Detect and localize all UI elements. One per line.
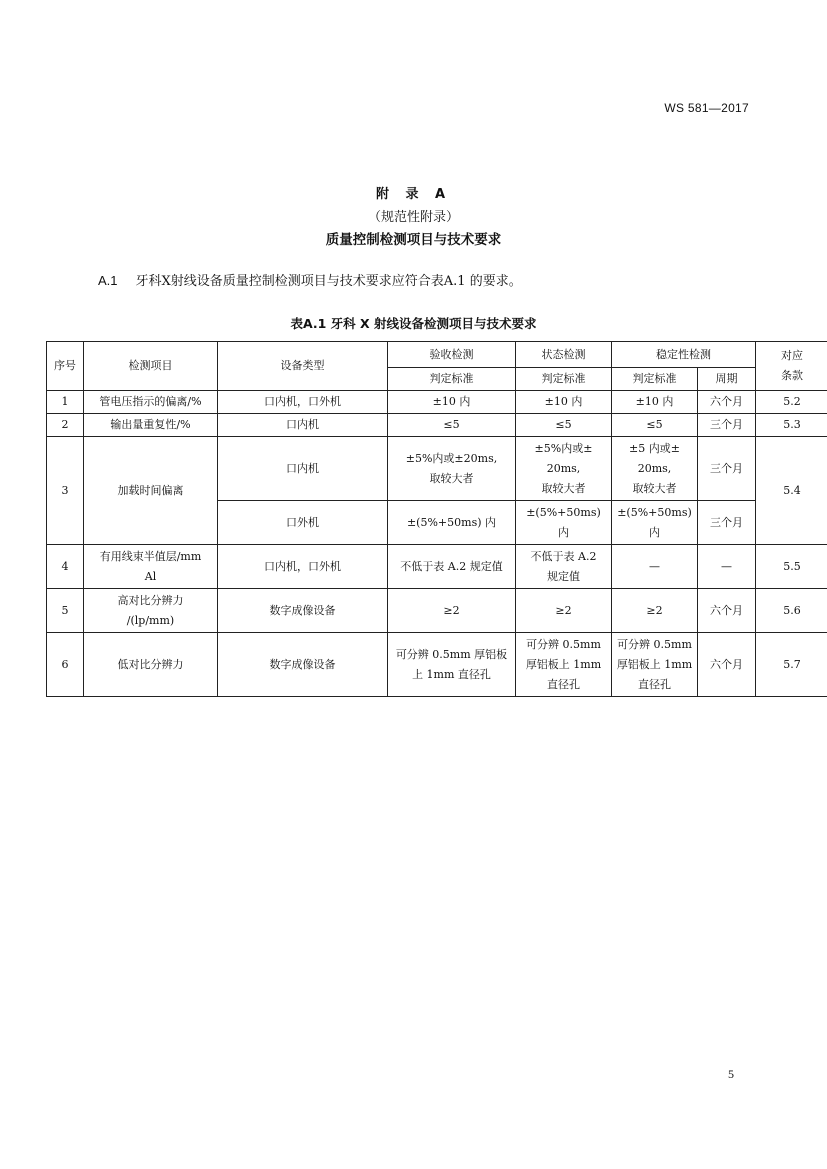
cell-status: ≥2 [516, 589, 612, 633]
cell-acceptance: ±10 内 [388, 391, 516, 414]
clause-a1 [98, 270, 522, 289]
cell-seq: 2 [47, 414, 84, 437]
cell-status: ±5%内或± 20ms, 取较大者 [516, 437, 612, 501]
clause-number: A.1 [98, 273, 118, 288]
cell-period: 三个月 [698, 501, 756, 545]
header-acceptance: 验收检测 [388, 342, 516, 368]
annex-subtitle: 质量控制检测项目与技术要求 [325, 232, 502, 248]
cell-stability: ±5 内或± 20ms, 取较大者 [612, 437, 698, 501]
header-status: 状态检测 [516, 342, 612, 368]
cell-clause: 5.4 [756, 437, 827, 545]
cell-acceptance: 可分辨 0.5mm 厚铝板 上 1mm 直径孔 [388, 633, 516, 697]
cell-clause: 5.6 [756, 589, 827, 633]
cell-period: 六个月 [698, 633, 756, 697]
cell-equipment: 数字成像设备 [218, 633, 388, 697]
clause-text: 牙科X射线设备质量控制检测项目与技术要求应符合表A.1 的要求。 [135, 274, 522, 289]
cell-seq: 6 [47, 633, 84, 697]
cell-item: 低对比分辨力 [84, 633, 218, 697]
cell-period: 六个月 [698, 589, 756, 633]
annex-type: （规范性附录） [367, 210, 459, 225]
cell-status: ±10 内 [516, 391, 612, 414]
cell-acceptance: ≤5 [388, 414, 516, 437]
cell-clause: 5.3 [756, 414, 827, 437]
cell-item: 有用线束半值层/mm Al [84, 545, 218, 589]
table-row [47, 437, 827, 501]
cell-status: 不低于表 A.2 规定值 [516, 545, 612, 589]
cell-item: 管电压指示的偏离/% [84, 391, 218, 414]
cell-stability: — [612, 545, 698, 589]
table-row [47, 633, 827, 697]
cell-clause: 5.7 [756, 633, 827, 697]
cell-item: 高对比分辨力 /(lp/mm) [84, 589, 218, 633]
cell-period: 三个月 [698, 437, 756, 501]
cell-seq: 1 [47, 391, 84, 414]
cell-equipment: 口内机，口外机 [218, 391, 388, 414]
header-stability-criterion: 判定标准 [612, 368, 698, 391]
cell-seq: 5 [47, 589, 84, 633]
cell-equipment: 口内机 [218, 437, 388, 501]
header-acceptance-criterion: 判定标准 [388, 368, 516, 391]
cell-acceptance: ±(5%+50ms) 内 [388, 501, 516, 545]
cell-stability: ±10 内 [612, 391, 698, 414]
cell-status: ≤5 [516, 414, 612, 437]
annex-title: 附 录 A [375, 187, 452, 202]
cell-item: 加载时间偏离 [84, 437, 218, 545]
cell-acceptance: 不低于表 A.2 规定值 [388, 545, 516, 589]
table-row [47, 391, 827, 414]
standard-code: WS 581—2017 [664, 101, 749, 115]
cell-acceptance: ≥2 [388, 589, 516, 633]
header-equipment: 设备类型 [218, 342, 388, 391]
cell-equipment: 数字成像设备 [218, 589, 388, 633]
cell-clause: 5.5 [756, 545, 827, 589]
table-row [47, 545, 827, 589]
cell-acceptance: ±5%内或±20ms, 取较大者 [388, 437, 516, 501]
cell-equipment: 口内机，口外机 [218, 545, 388, 589]
table-caption: 表A.1 牙科 X 射线设备检测项目与技术要求 [290, 316, 537, 331]
cell-status: ±(5%+50ms) 内 [516, 501, 612, 545]
cell-stability: 可分辨 0.5mm 厚铝板上 1mm 直径孔 [612, 633, 698, 697]
table-row [47, 589, 827, 633]
cell-stability: ≤5 [612, 414, 698, 437]
cell-equipment: 口内机 [218, 414, 388, 437]
header-seq: 序号 [47, 342, 84, 391]
cell-seq: 4 [47, 545, 84, 589]
cell-equipment: 口外机 [218, 501, 388, 545]
header-period: 周期 [698, 368, 756, 391]
header-clause: 对应条款 [756, 342, 827, 391]
cell-clause: 5.2 [756, 391, 827, 414]
page-number: 5 [728, 1067, 734, 1081]
cell-stability: ≥2 [612, 589, 698, 633]
cell-seq: 3 [47, 437, 84, 545]
table-row [47, 414, 827, 437]
header-stability: 稳定性检测 [612, 342, 756, 368]
cell-period: 六个月 [698, 391, 756, 414]
cell-item: 输出量重复性/% [84, 414, 218, 437]
header-status-criterion: 判定标准 [516, 368, 612, 391]
cell-period: — [698, 545, 756, 589]
requirements-table [46, 341, 827, 697]
cell-stability: ±(5%+50ms) 内 [612, 501, 698, 545]
cell-period: 三个月 [698, 414, 756, 437]
cell-status: 可分辨 0.5mm 厚铝板上 1mm 直径孔 [516, 633, 612, 697]
header-item: 检测项目 [84, 342, 218, 391]
